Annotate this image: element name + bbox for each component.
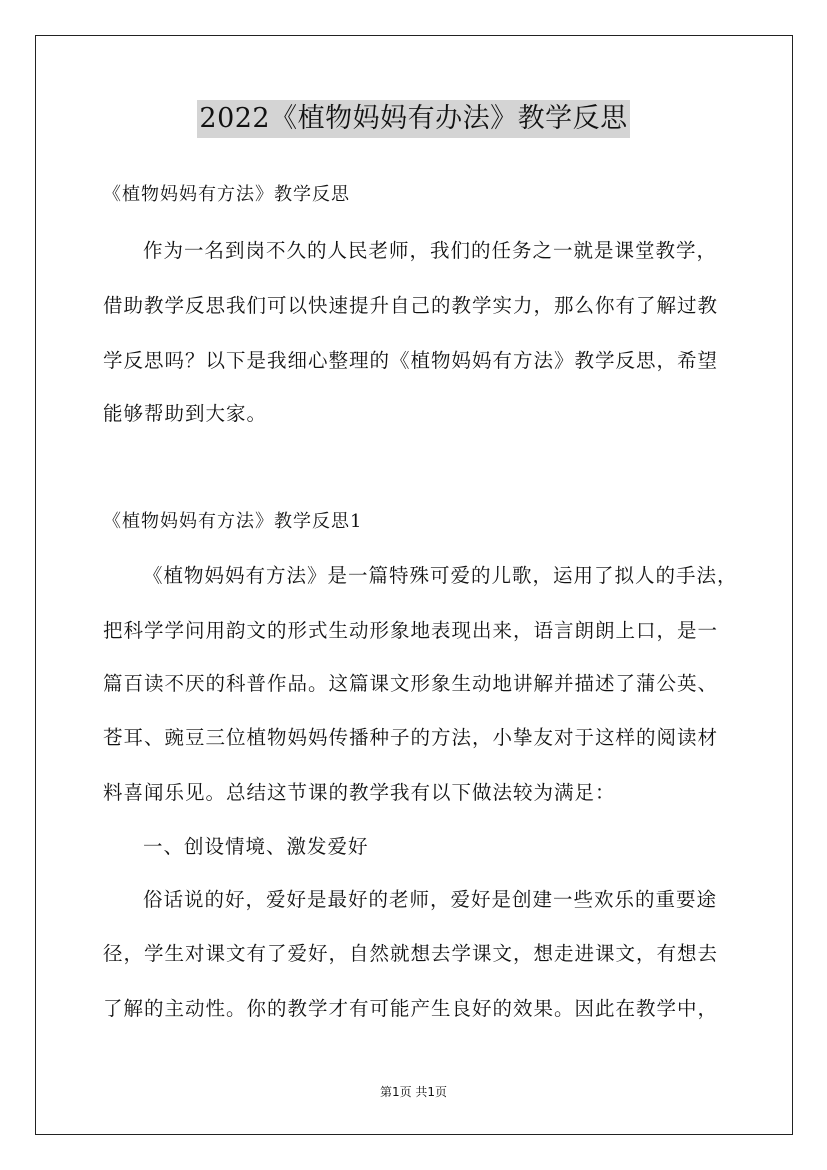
body-line-4: 苍耳、豌豆三位植物妈妈传播种子的方法，小挚友对于这样的阅读材 <box>103 726 719 749</box>
body-line-2: 把科学学问用韵文的形式生动形象地表现出来，语言朗朗上口，是一 <box>103 619 719 642</box>
intro-line-2: 借助教学反思我们可以快速提升自己的教学实力，那么你有了解过教 <box>103 294 719 317</box>
reflection-heading: 《植物妈妈有方法》教学反思1 <box>103 511 363 532</box>
para2-line-3: 了解的主动性。你的教学才有可能产生良好的效果。因此在教学中， <box>103 997 719 1020</box>
title-container <box>0 100 827 138</box>
intro-line-1: 作为一名到岗不久的人民老师，我们的任务之一就是课堂教学， <box>143 239 718 262</box>
page-footer: 第1页 共1页 <box>379 1085 448 1099</box>
section-heading: 《植物妈妈有方法》教学反思 <box>103 184 350 205</box>
body-line-1: 《植物妈妈有方法》是一篇特殊可爱的儿歌，运用了拟人的手法， <box>143 564 738 587</box>
intro-line-4: 能够帮助到大家。 <box>103 402 268 425</box>
intro-line-3: 学反思吗？以下是我细心整理的《植物妈妈有方法》教学反思，希望 <box>103 349 719 372</box>
para2-line-1: 俗话说的好，爱好是最好的老师，爱好是创建一些欢乐的重要途 <box>143 888 718 911</box>
body-line-3: 篇百读不厌的科普作品。这篇课文形象生动地讲解并描述了蒲公英、 <box>103 672 719 695</box>
para2-line-2: 径，学生对课文有了爱好，自然就想去学课文，想走进课文，有想去 <box>103 942 719 965</box>
document-title: 2022《植物妈妈有办法》教学反思 <box>197 100 629 138</box>
body-line-5: 料喜闻乐见。总结这节课的教学我有以下做法较为满足： <box>103 781 616 804</box>
subheading: 一、创设情境、激发爱好 <box>143 835 369 858</box>
